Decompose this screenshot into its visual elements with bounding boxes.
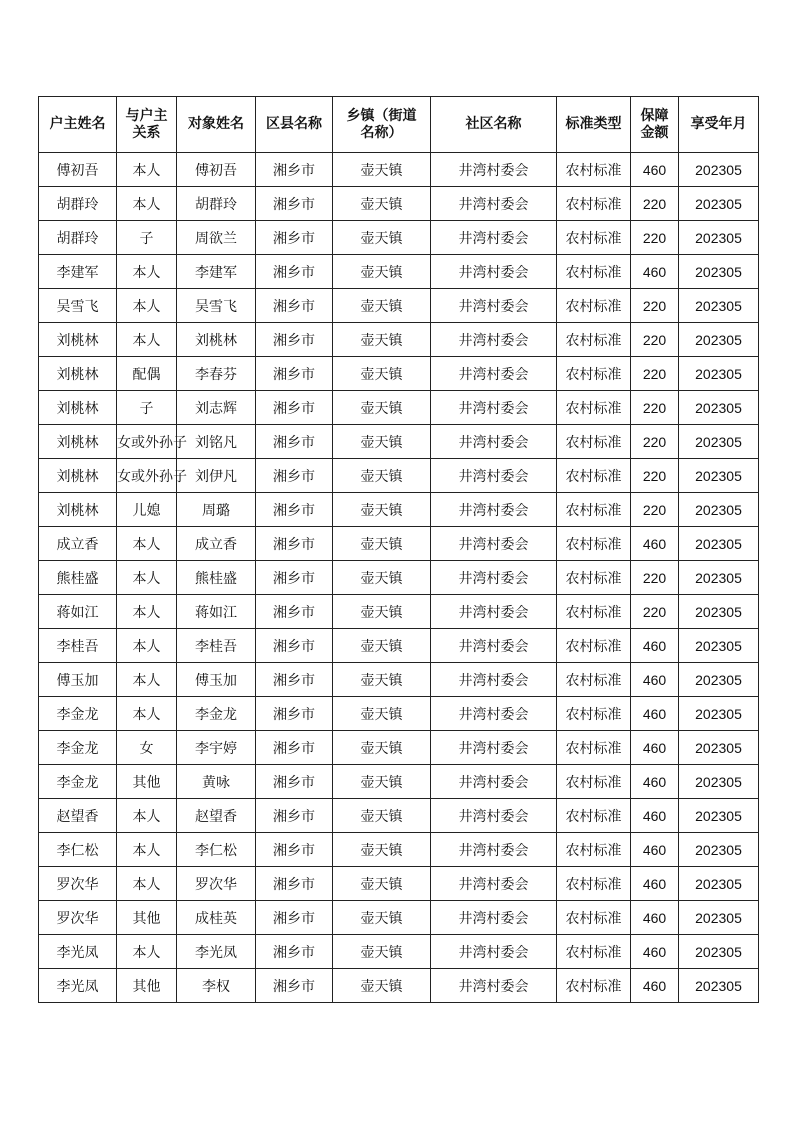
cell-recipient-name: 成桂英 bbox=[177, 901, 256, 935]
cell-recipient-name: 黄咏 bbox=[177, 765, 256, 799]
cell-township: 壶天镇 bbox=[333, 731, 431, 765]
table-row bbox=[39, 731, 759, 765]
cell-community: 井湾村委会 bbox=[431, 765, 557, 799]
cell-county: 湘乡市 bbox=[256, 425, 333, 459]
cell-standard-type: 农村标准 bbox=[557, 765, 631, 799]
cell-recipient-name: 胡群玲 bbox=[177, 187, 256, 221]
cell-head-name: 蒋如江 bbox=[39, 595, 117, 629]
cell-amount: 460 bbox=[631, 697, 679, 731]
cell-county: 湘乡市 bbox=[256, 323, 333, 357]
cell-head-name: 刘桃林 bbox=[39, 357, 117, 391]
cell-period: 202305 bbox=[679, 697, 759, 731]
cell-county: 湘乡市 bbox=[256, 833, 333, 867]
cell-community: 井湾村委会 bbox=[431, 629, 557, 663]
cell-head-name: 刘桃林 bbox=[39, 493, 117, 527]
column-header-head-name bbox=[39, 97, 117, 153]
column-header-amount bbox=[631, 97, 679, 153]
table-row bbox=[39, 255, 759, 289]
cell-relation: 女或外孙子 bbox=[117, 459, 177, 493]
cell-amount: 460 bbox=[631, 867, 679, 901]
cell-head-name: 吴雪飞 bbox=[39, 289, 117, 323]
cell-community: 井湾村委会 bbox=[431, 289, 557, 323]
cell-community: 井湾村委会 bbox=[431, 425, 557, 459]
cell-township: 壶天镇 bbox=[333, 901, 431, 935]
table-body bbox=[39, 153, 759, 1003]
cell-township: 壶天镇 bbox=[333, 187, 431, 221]
cell-community: 井湾村委会 bbox=[431, 833, 557, 867]
cell-amount: 220 bbox=[631, 493, 679, 527]
table-row bbox=[39, 459, 759, 493]
cell-period: 202305 bbox=[679, 323, 759, 357]
cell-relation: 本人 bbox=[117, 561, 177, 595]
cell-head-name: 刘桃林 bbox=[39, 391, 117, 425]
cell-amount: 220 bbox=[631, 391, 679, 425]
cell-head-name: 成立香 bbox=[39, 527, 117, 561]
cell-head-name: 李金龙 bbox=[39, 697, 117, 731]
cell-standard-type: 农村标准 bbox=[557, 255, 631, 289]
cell-amount: 460 bbox=[631, 833, 679, 867]
cell-township: 壶天镇 bbox=[333, 357, 431, 391]
cell-recipient-name: 李春芬 bbox=[177, 357, 256, 391]
cell-head-name: 熊桂盛 bbox=[39, 561, 117, 595]
cell-relation: 女 bbox=[117, 731, 177, 765]
cell-amount: 460 bbox=[631, 731, 679, 765]
cell-community: 井湾村委会 bbox=[431, 323, 557, 357]
table-row bbox=[39, 153, 759, 187]
cell-period: 202305 bbox=[679, 969, 759, 1003]
cell-standard-type: 农村标准 bbox=[557, 833, 631, 867]
cell-head-name: 胡群玲 bbox=[39, 187, 117, 221]
cell-relation: 子 bbox=[117, 391, 177, 425]
cell-standard-type: 农村标准 bbox=[557, 663, 631, 697]
cell-standard-type: 农村标准 bbox=[557, 493, 631, 527]
cell-amount: 220 bbox=[631, 289, 679, 323]
cell-relation: 配偶 bbox=[117, 357, 177, 391]
cell-community: 井湾村委会 bbox=[431, 935, 557, 969]
cell-township: 壶天镇 bbox=[333, 595, 431, 629]
cell-head-name: 胡群玲 bbox=[39, 221, 117, 255]
column-header-label: 社区名称 bbox=[465, 116, 522, 132]
cell-standard-type: 农村标准 bbox=[557, 323, 631, 357]
cell-community: 井湾村委会 bbox=[431, 527, 557, 561]
table-row bbox=[39, 663, 759, 697]
cell-township: 壶天镇 bbox=[333, 935, 431, 969]
cell-relation: 子 bbox=[117, 221, 177, 255]
cell-amount: 460 bbox=[631, 527, 679, 561]
cell-period: 202305 bbox=[679, 153, 759, 187]
cell-county: 湘乡市 bbox=[256, 561, 333, 595]
cell-county: 湘乡市 bbox=[256, 901, 333, 935]
table-header bbox=[39, 97, 759, 153]
cell-township: 壶天镇 bbox=[333, 969, 431, 1003]
cell-amount: 460 bbox=[631, 255, 679, 289]
cell-period: 202305 bbox=[679, 663, 759, 697]
cell-relation: 本人 bbox=[117, 255, 177, 289]
cell-period: 202305 bbox=[679, 187, 759, 221]
column-header-township bbox=[333, 97, 431, 153]
table-row bbox=[39, 221, 759, 255]
cell-period: 202305 bbox=[679, 357, 759, 391]
cell-recipient-name: 刘伊凡 bbox=[177, 459, 256, 493]
cell-relation: 本人 bbox=[117, 799, 177, 833]
cell-county: 湘乡市 bbox=[256, 289, 333, 323]
cell-standard-type: 农村标准 bbox=[557, 867, 631, 901]
cell-recipient-name: 成立香 bbox=[177, 527, 256, 561]
cell-recipient-name: 吴雪飞 bbox=[177, 289, 256, 323]
table-row bbox=[39, 289, 759, 323]
cell-amount: 220 bbox=[631, 357, 679, 391]
cell-period: 202305 bbox=[679, 459, 759, 493]
cell-amount: 220 bbox=[631, 561, 679, 595]
cell-relation: 本人 bbox=[117, 187, 177, 221]
cell-county: 湘乡市 bbox=[256, 221, 333, 255]
cell-head-name: 李仁松 bbox=[39, 833, 117, 867]
cell-county: 湘乡市 bbox=[256, 459, 333, 493]
table-row bbox=[39, 493, 759, 527]
cell-amount: 460 bbox=[631, 799, 679, 833]
table-row bbox=[39, 935, 759, 969]
cell-township: 壶天镇 bbox=[333, 663, 431, 697]
cell-township: 壶天镇 bbox=[333, 833, 431, 867]
cell-community: 井湾村委会 bbox=[431, 731, 557, 765]
column-header-recipient-name bbox=[177, 97, 256, 153]
cell-period: 202305 bbox=[679, 935, 759, 969]
cell-standard-type: 农村标准 bbox=[557, 595, 631, 629]
column-header-period bbox=[679, 97, 759, 153]
table-row bbox=[39, 323, 759, 357]
table-row bbox=[39, 765, 759, 799]
cell-period: 202305 bbox=[679, 561, 759, 595]
cell-recipient-name: 刘志辉 bbox=[177, 391, 256, 425]
cell-standard-type: 农村标准 bbox=[557, 799, 631, 833]
cell-county: 湘乡市 bbox=[256, 867, 333, 901]
cell-recipient-name: 李桂吾 bbox=[177, 629, 256, 663]
cell-head-name: 傅玉加 bbox=[39, 663, 117, 697]
cell-standard-type: 农村标准 bbox=[557, 731, 631, 765]
cell-community: 井湾村委会 bbox=[431, 255, 557, 289]
cell-recipient-name: 蒋如江 bbox=[177, 595, 256, 629]
cell-relation: 本人 bbox=[117, 153, 177, 187]
table-row bbox=[39, 629, 759, 663]
cell-community: 井湾村委会 bbox=[431, 187, 557, 221]
cell-relation: 其他 bbox=[117, 901, 177, 935]
cell-period: 202305 bbox=[679, 493, 759, 527]
cell-head-name: 李金龙 bbox=[39, 731, 117, 765]
table-row bbox=[39, 867, 759, 901]
cell-amount: 460 bbox=[631, 663, 679, 697]
cell-period: 202305 bbox=[679, 595, 759, 629]
cell-recipient-name: 熊桂盛 bbox=[177, 561, 256, 595]
table-row bbox=[39, 187, 759, 221]
cell-amount: 460 bbox=[631, 901, 679, 935]
table-row bbox=[39, 595, 759, 629]
table-row bbox=[39, 527, 759, 561]
cell-township: 壶天镇 bbox=[333, 765, 431, 799]
cell-period: 202305 bbox=[679, 765, 759, 799]
cell-community: 井湾村委会 bbox=[431, 391, 557, 425]
cell-amount: 460 bbox=[631, 629, 679, 663]
cell-relation: 本人 bbox=[117, 323, 177, 357]
cell-relation: 女或外孙子 bbox=[117, 425, 177, 459]
column-header-label: 保障 金额 bbox=[640, 107, 669, 141]
cell-recipient-name: 李建军 bbox=[177, 255, 256, 289]
table-row bbox=[39, 969, 759, 1003]
cell-period: 202305 bbox=[679, 425, 759, 459]
column-header-label: 享受年月 bbox=[690, 116, 747, 132]
cell-community: 井湾村委会 bbox=[431, 459, 557, 493]
table-row bbox=[39, 357, 759, 391]
cell-amount: 220 bbox=[631, 323, 679, 357]
cell-relation: 本人 bbox=[117, 833, 177, 867]
cell-relation: 儿媳 bbox=[117, 493, 177, 527]
cell-recipient-name: 李仁松 bbox=[177, 833, 256, 867]
cell-standard-type: 农村标准 bbox=[557, 221, 631, 255]
cell-standard-type: 农村标准 bbox=[557, 935, 631, 969]
cell-relation: 本人 bbox=[117, 867, 177, 901]
cell-recipient-name: 刘桃林 bbox=[177, 323, 256, 357]
cell-recipient-name: 李权 bbox=[177, 969, 256, 1003]
cell-standard-type: 农村标准 bbox=[557, 969, 631, 1003]
cell-head-name: 刘桃林 bbox=[39, 425, 117, 459]
cell-community: 井湾村委会 bbox=[431, 969, 557, 1003]
cell-township: 壶天镇 bbox=[333, 459, 431, 493]
cell-county: 湘乡市 bbox=[256, 391, 333, 425]
cell-period: 202305 bbox=[679, 391, 759, 425]
cell-recipient-name: 李金龙 bbox=[177, 697, 256, 731]
table-row bbox=[39, 561, 759, 595]
column-header-standard-type bbox=[557, 97, 631, 153]
cell-township: 壶天镇 bbox=[333, 493, 431, 527]
cell-township: 壶天镇 bbox=[333, 867, 431, 901]
cell-recipient-name: 傅初吾 bbox=[177, 153, 256, 187]
cell-relation: 本人 bbox=[117, 697, 177, 731]
cell-county: 湘乡市 bbox=[256, 969, 333, 1003]
column-header-label: 乡镇（街道 名称） bbox=[346, 107, 417, 141]
cell-relation: 本人 bbox=[117, 595, 177, 629]
cell-township: 壶天镇 bbox=[333, 153, 431, 187]
cell-township: 壶天镇 bbox=[333, 697, 431, 731]
cell-standard-type: 农村标准 bbox=[557, 187, 631, 221]
cell-period: 202305 bbox=[679, 221, 759, 255]
cell-relation: 本人 bbox=[117, 527, 177, 561]
cell-standard-type: 农村标准 bbox=[557, 527, 631, 561]
cell-period: 202305 bbox=[679, 289, 759, 323]
cell-township: 壶天镇 bbox=[333, 527, 431, 561]
cell-township: 壶天镇 bbox=[333, 323, 431, 357]
cell-county: 湘乡市 bbox=[256, 799, 333, 833]
cell-relation: 本人 bbox=[117, 629, 177, 663]
cell-relation: 其他 bbox=[117, 969, 177, 1003]
cell-amount: 220 bbox=[631, 221, 679, 255]
column-header-label: 对象姓名 bbox=[188, 116, 244, 132]
cell-period: 202305 bbox=[679, 731, 759, 765]
cell-community: 井湾村委会 bbox=[431, 799, 557, 833]
cell-head-name: 李光凤 bbox=[39, 969, 117, 1003]
cell-relation: 本人 bbox=[117, 289, 177, 323]
cell-relation: 本人 bbox=[117, 663, 177, 697]
cell-period: 202305 bbox=[679, 833, 759, 867]
cell-period: 202305 bbox=[679, 867, 759, 901]
cell-community: 井湾村委会 bbox=[431, 867, 557, 901]
cell-standard-type: 农村标准 bbox=[557, 357, 631, 391]
cell-county: 湘乡市 bbox=[256, 493, 333, 527]
cell-relation: 本人 bbox=[117, 935, 177, 969]
cell-standard-type: 农村标准 bbox=[557, 629, 631, 663]
cell-head-name: 傅初吾 bbox=[39, 153, 117, 187]
cell-community: 井湾村委会 bbox=[431, 493, 557, 527]
cell-standard-type: 农村标准 bbox=[557, 697, 631, 731]
table-row bbox=[39, 425, 759, 459]
cell-standard-type: 农村标准 bbox=[557, 289, 631, 323]
cell-period: 202305 bbox=[679, 799, 759, 833]
assistance-roster-table bbox=[38, 96, 759, 1003]
table-row bbox=[39, 833, 759, 867]
header-row bbox=[39, 97, 759, 153]
cell-county: 湘乡市 bbox=[256, 255, 333, 289]
cell-amount: 220 bbox=[631, 459, 679, 493]
cell-county: 湘乡市 bbox=[256, 765, 333, 799]
cell-recipient-name: 赵望香 bbox=[177, 799, 256, 833]
cell-head-name: 刘桃林 bbox=[39, 459, 117, 493]
cell-county: 湘乡市 bbox=[256, 629, 333, 663]
cell-amount: 460 bbox=[631, 153, 679, 187]
cell-community: 井湾村委会 bbox=[431, 357, 557, 391]
cell-county: 湘乡市 bbox=[256, 731, 333, 765]
column-header-label: 与户主 关系 bbox=[125, 107, 168, 141]
cell-head-name: 罗次华 bbox=[39, 867, 117, 901]
cell-head-name: 李桂吾 bbox=[39, 629, 117, 663]
cell-head-name: 赵望香 bbox=[39, 799, 117, 833]
cell-amount: 460 bbox=[631, 935, 679, 969]
cell-standard-type: 农村标准 bbox=[557, 561, 631, 595]
table-row bbox=[39, 391, 759, 425]
cell-recipient-name: 周璐 bbox=[177, 493, 256, 527]
cell-county: 湘乡市 bbox=[256, 935, 333, 969]
cell-county: 湘乡市 bbox=[256, 187, 333, 221]
column-header-label: 标准类型 bbox=[565, 116, 622, 132]
table-row bbox=[39, 697, 759, 731]
cell-community: 井湾村委会 bbox=[431, 561, 557, 595]
cell-standard-type: 农村标准 bbox=[557, 901, 631, 935]
cell-township: 壶天镇 bbox=[333, 425, 431, 459]
cell-county: 湘乡市 bbox=[256, 357, 333, 391]
cell-standard-type: 农村标准 bbox=[557, 153, 631, 187]
cell-head-name: 李建军 bbox=[39, 255, 117, 289]
cell-township: 壶天镇 bbox=[333, 629, 431, 663]
cell-recipient-name: 傅玉加 bbox=[177, 663, 256, 697]
cell-standard-type: 农村标准 bbox=[557, 459, 631, 493]
cell-recipient-name: 罗次华 bbox=[177, 867, 256, 901]
table-row bbox=[39, 901, 759, 935]
cell-township: 壶天镇 bbox=[333, 289, 431, 323]
cell-relation: 其他 bbox=[117, 765, 177, 799]
cell-township: 壶天镇 bbox=[333, 255, 431, 289]
cell-township: 壶天镇 bbox=[333, 391, 431, 425]
cell-recipient-name: 刘铭凡 bbox=[177, 425, 256, 459]
cell-head-name: 罗次华 bbox=[39, 901, 117, 935]
cell-township: 壶天镇 bbox=[333, 221, 431, 255]
cell-standard-type: 农村标准 bbox=[557, 425, 631, 459]
cell-township: 壶天镇 bbox=[333, 561, 431, 595]
column-header-label: 区县名称 bbox=[266, 116, 322, 132]
cell-head-name: 李光凤 bbox=[39, 935, 117, 969]
cell-recipient-name: 周欲兰 bbox=[177, 221, 256, 255]
cell-community: 井湾村委会 bbox=[431, 697, 557, 731]
cell-amount: 220 bbox=[631, 425, 679, 459]
cell-county: 湘乡市 bbox=[256, 527, 333, 561]
cell-period: 202305 bbox=[679, 901, 759, 935]
cell-community: 井湾村委会 bbox=[431, 901, 557, 935]
column-header-community bbox=[431, 97, 557, 153]
column-header-label: 户主姓名 bbox=[49, 116, 106, 132]
cell-community: 井湾村委会 bbox=[431, 153, 557, 187]
column-header-county bbox=[256, 97, 333, 153]
cell-amount: 220 bbox=[631, 187, 679, 221]
cell-amount: 220 bbox=[631, 595, 679, 629]
cell-county: 湘乡市 bbox=[256, 595, 333, 629]
cell-community: 井湾村委会 bbox=[431, 595, 557, 629]
cell-amount: 460 bbox=[631, 969, 679, 1003]
cell-period: 202305 bbox=[679, 255, 759, 289]
cell-community: 井湾村委会 bbox=[431, 663, 557, 697]
cell-head-name: 李金龙 bbox=[39, 765, 117, 799]
cell-community: 井湾村委会 bbox=[431, 221, 557, 255]
cell-head-name: 刘桃林 bbox=[39, 323, 117, 357]
cell-period: 202305 bbox=[679, 629, 759, 663]
table-row bbox=[39, 799, 759, 833]
cell-recipient-name: 李宇婷 bbox=[177, 731, 256, 765]
cell-amount: 460 bbox=[631, 765, 679, 799]
cell-county: 湘乡市 bbox=[256, 663, 333, 697]
cell-township: 壶天镇 bbox=[333, 799, 431, 833]
cell-period: 202305 bbox=[679, 527, 759, 561]
column-header-relation bbox=[117, 97, 177, 153]
cell-recipient-name: 李光凤 bbox=[177, 935, 256, 969]
cell-standard-type: 农村标准 bbox=[557, 391, 631, 425]
cell-county: 湘乡市 bbox=[256, 697, 333, 731]
cell-county: 湘乡市 bbox=[256, 153, 333, 187]
